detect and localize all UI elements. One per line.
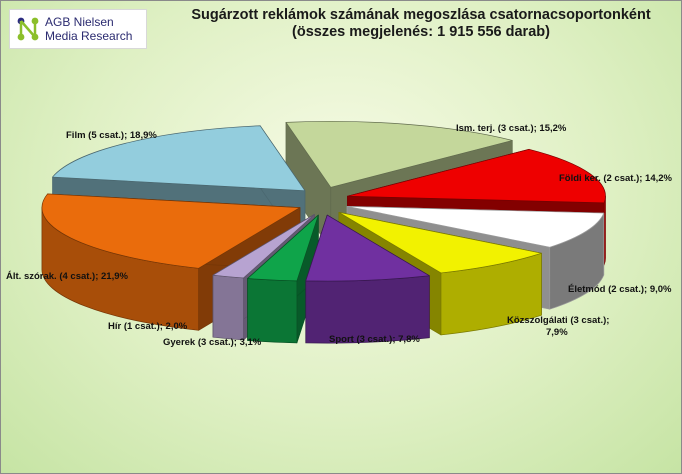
chart-subtitle: (összes megjelenés: 1 915 556 darab) <box>292 24 550 40</box>
logo-line-2: Media Research <box>45 29 133 43</box>
label-hir: Hír (1 csat.); 2,0% <box>108 321 188 332</box>
pie-chart <box>1 1 681 473</box>
label-alt-szorak: Ált. szórak. (4 csat.); 21,9% <box>6 271 128 282</box>
label-gyerek: Gyerek (3 csat.); 3,1% <box>163 337 262 348</box>
slice-side-0-sport-3-csat <box>306 276 430 343</box>
label-kozszolgalati: Közszolgálati (3 csat.); <box>507 315 610 326</box>
slice-side-0-foldi-ker-2-csat <box>604 196 605 265</box>
label-kozszolgalati-value: 7,9% <box>546 327 568 338</box>
label-sport: Sport (3 csat.); 7,8% <box>329 334 420 345</box>
label-film: Film (5 csat.); 18,9% <box>66 130 157 141</box>
pie-slices <box>42 121 606 343</box>
label-eletmod: Életmód (2 csat.); 9,0% <box>568 284 672 295</box>
slice-side-0-gyerek-3-csat <box>248 279 297 343</box>
slice-side-0-hir-1-csat <box>213 275 244 340</box>
label-ism-terj: Ism. terj. (3 csat.); 15,2% <box>456 123 567 134</box>
logo-line-1: AGB Nielsen <box>45 15 114 29</box>
chart-title: Sugárzott reklámok számának megoszlása csatornacsoportonként <box>191 7 651 23</box>
label-foldi-ker: Földi ker. (2 csat.); 14,2% <box>559 173 672 184</box>
